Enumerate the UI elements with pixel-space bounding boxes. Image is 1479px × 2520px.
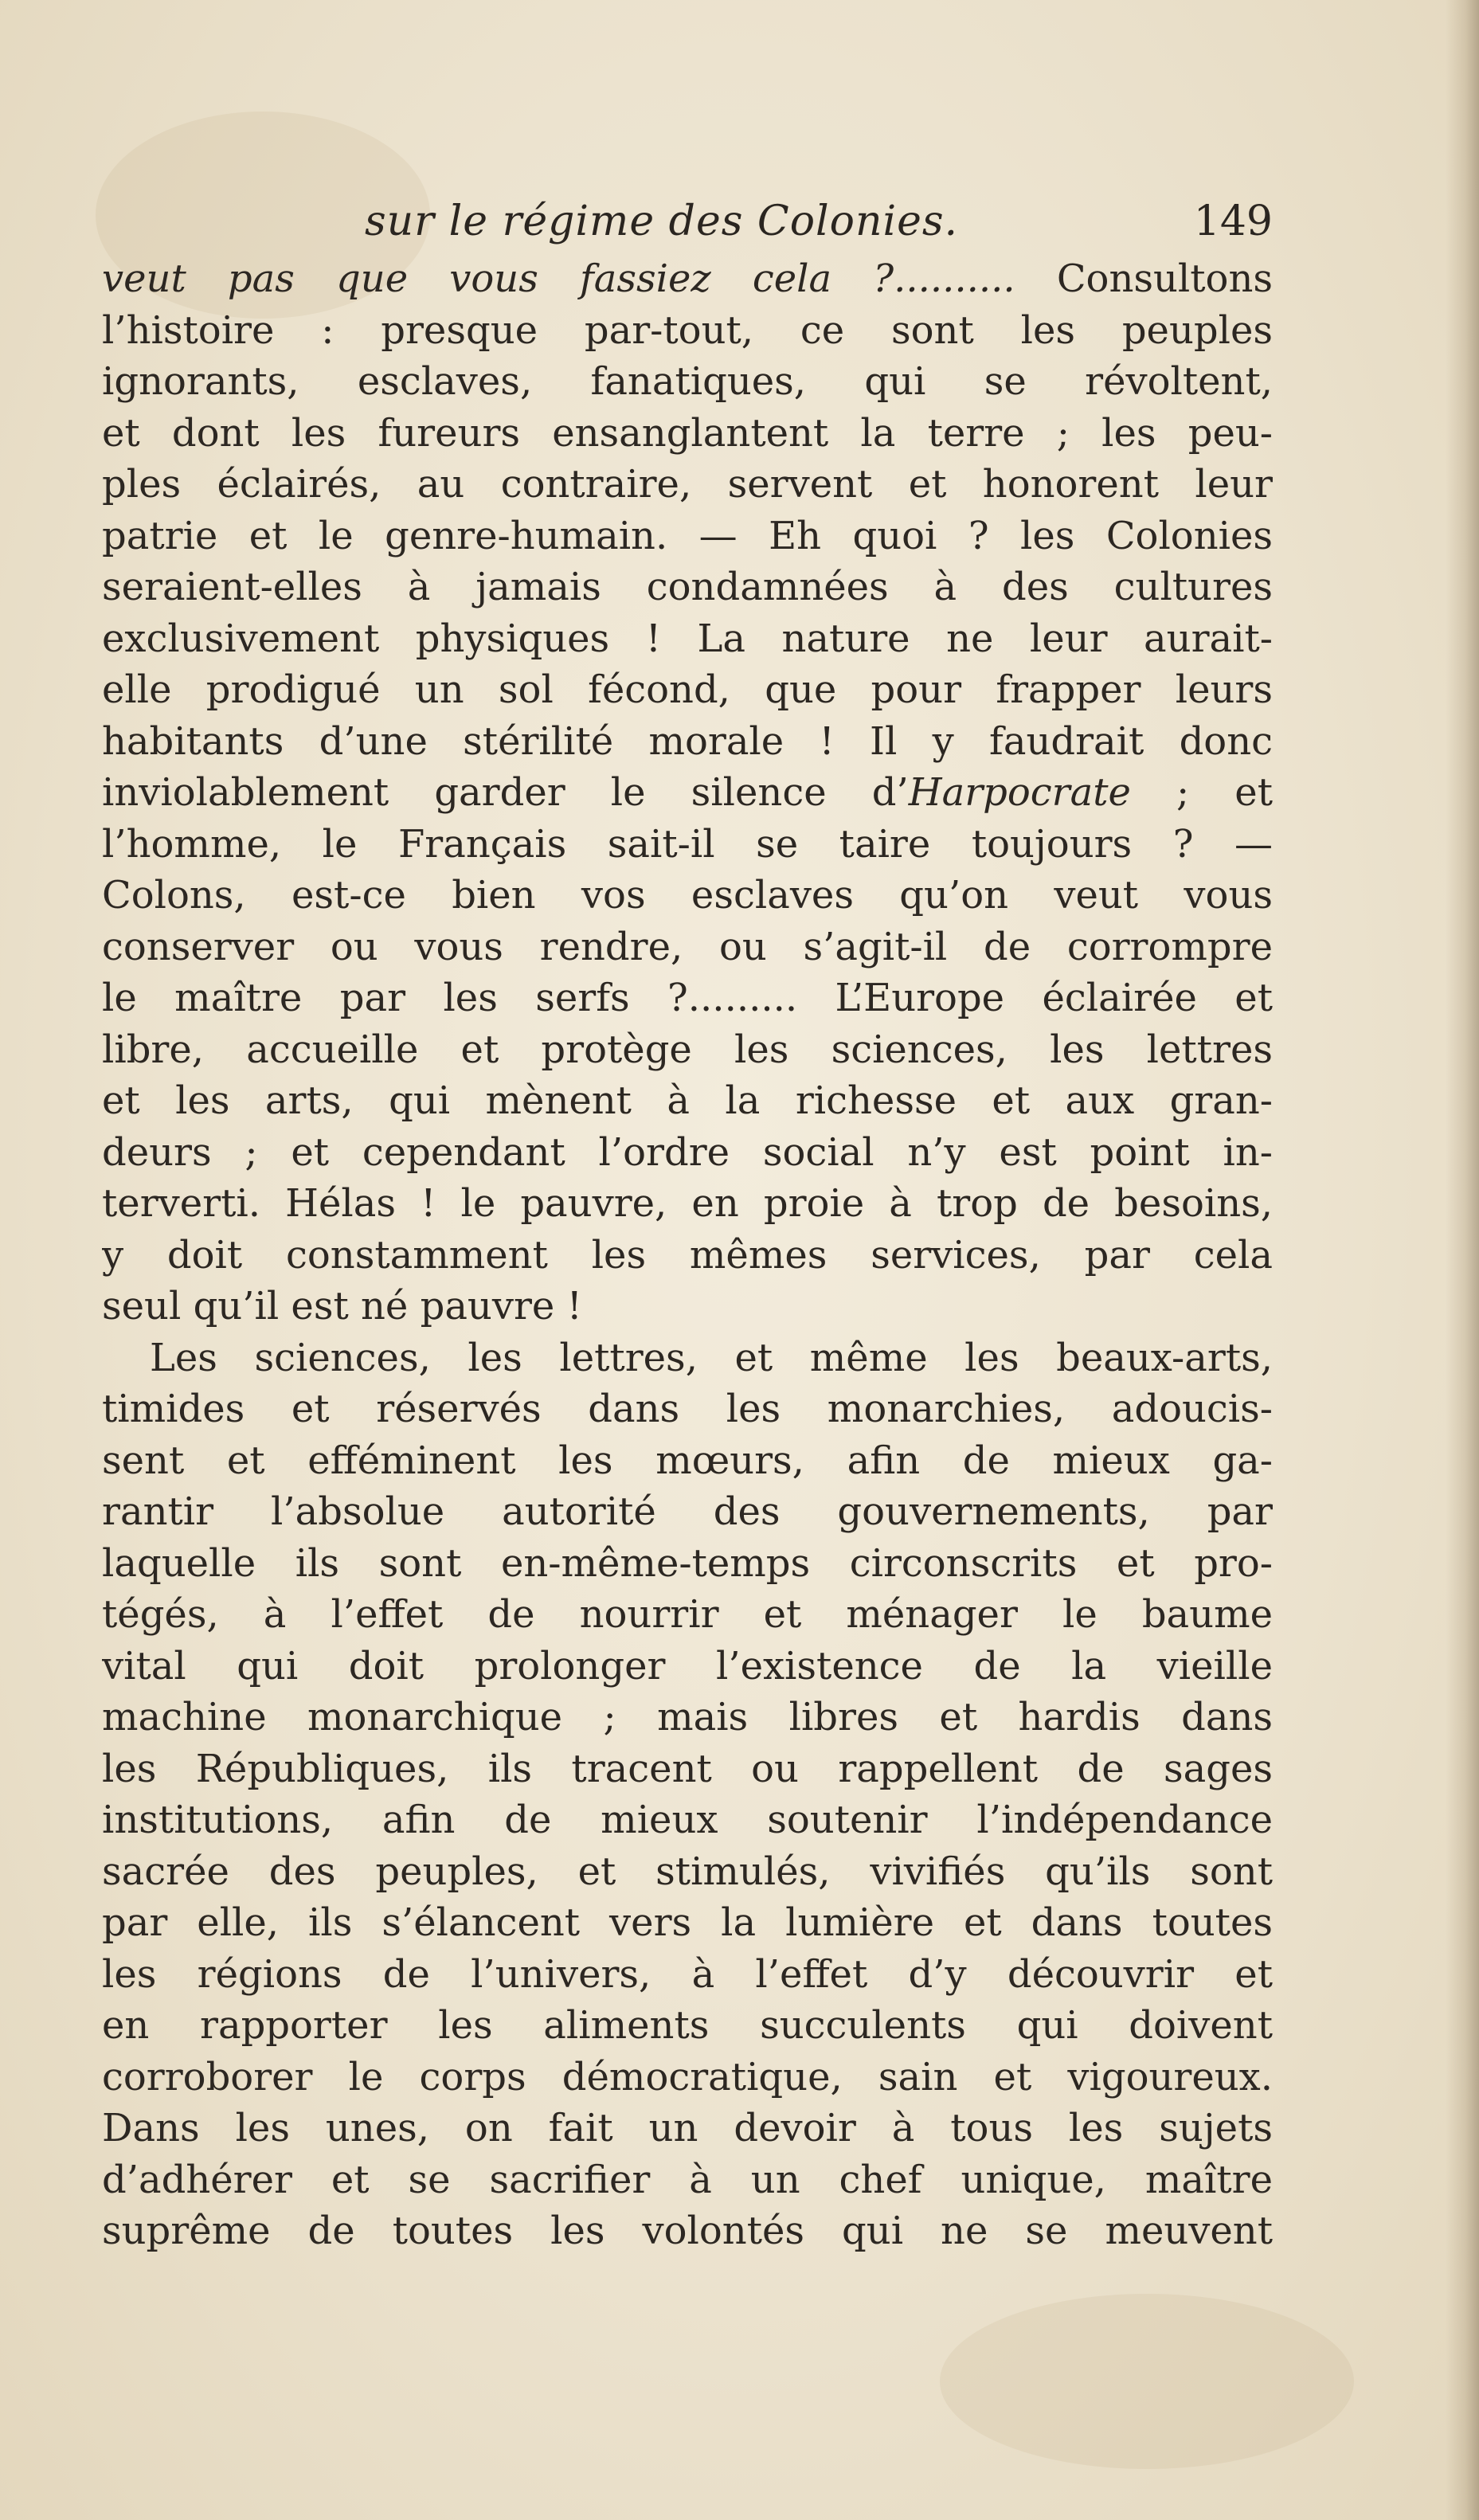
text-line-italic: veut pas que vous fassiez cela ?.......... xyxy=(102,256,1015,301)
text-line: sent et efféminent les mœurs, afin de mieux ga- xyxy=(102,1438,1273,1483)
text-line: laquelle ils sont en-même-temps circonscrits et pro- xyxy=(102,1540,1273,1586)
text-line: timides et réservés dans les monarchies, adoucis- xyxy=(102,1387,1273,1431)
text-line: d’adhérer et se sacrifier à un chef unique, maître xyxy=(102,2157,1273,2202)
text-line-italic: Harpocrate xyxy=(908,770,1131,815)
text-line: l’homme, le Français sait-il se taire toujours ? — xyxy=(102,821,1273,867)
text-line: le maître par les serfs ?......... L’Europe éclairée et xyxy=(102,976,1273,1020)
text-line-rest: ; et xyxy=(1130,770,1273,815)
text-line: seraient-elles à jamais condamnées à des cultures xyxy=(102,565,1273,609)
text-line: Dans les unes, on fait un devoir à tous les sujets xyxy=(102,2106,1273,2150)
text-line xyxy=(102,253,1273,305)
text-line: tégés, à l’effet de nourrir et ménager le baume xyxy=(102,1592,1273,1637)
text-line: exclusivement physiques ! La nature ne leur aurait- xyxy=(102,616,1273,661)
page-header xyxy=(102,198,1273,253)
text-line: ples éclairés, au contraire, servent et honorent leur xyxy=(102,462,1273,507)
text-line: institutions, afin de mieux soutenir l’indépendance xyxy=(102,1798,1273,1842)
text-line: elle prodigué un sol fécond, que pour frapper leurs xyxy=(102,667,1273,712)
text-line: Colons, est-ce bien vos esclaves qu’on veut vous xyxy=(102,873,1273,918)
text-line: l’histoire : presque par-tout, ce sont les peuples xyxy=(102,307,1273,353)
text-line: corroborer le corps démocratique, sain et vigoureux. xyxy=(102,2054,1273,2099)
text-line-rest: Consultons xyxy=(1015,256,1273,301)
text-line: Les sciences, les lettres, et même les beaux-arts, xyxy=(150,1335,1273,1380)
text-line: y doit constamment les mêmes services, par cela xyxy=(102,1232,1273,1278)
text-line xyxy=(102,767,1273,819)
text-line-before: inviolablement garder le silence d’ xyxy=(102,770,909,815)
text-line: suprême de toutes les volontés qui ne se meuvent xyxy=(102,2209,1273,2253)
text-line: par elle, ils s’élancent vers la lumière et dans toutes xyxy=(102,1900,1273,1945)
text-line: les Républiques, ils tracent ou rappellent de sages xyxy=(102,1746,1273,1791)
text-line: conserver ou vous rendre, ou s’agit-il de corrompre xyxy=(102,924,1273,969)
text-line: sacrée des peuples, et stimulés, vivifiés qu’ils sont xyxy=(102,1849,1273,1894)
text-line: les régions de l’univers, à l’effet d’y découvrir et xyxy=(102,1951,1273,1997)
text-line: et les arts, qui mènent à la richesse et aux gran- xyxy=(102,1078,1273,1123)
text-line: rantir l’absolue autorité des gouvernements, par xyxy=(102,1489,1273,1534)
page-edge-shadow xyxy=(1446,0,1479,2520)
text-line: deurs ; et cependant l’ordre social n’y est point in- xyxy=(102,1129,1273,1175)
text-line: en rapporter les aliments succulents qui doivent xyxy=(102,2003,1273,2048)
running-head: sur le régime des Colonies. xyxy=(365,198,959,245)
text-line: libre, accueille et protège les sciences, les lettres xyxy=(102,1027,1273,1072)
page-number: 149 xyxy=(1193,198,1273,245)
text-line: patrie et le genre-humain. — Eh quoi ? les Colonies xyxy=(102,513,1273,558)
text-line: habitants d’une stérilité morale ! Il y faudrait donc xyxy=(102,718,1273,764)
text-line: seul qu’il est né pauvre ! xyxy=(102,1284,582,1328)
paper-stain xyxy=(940,2294,1354,2469)
text-line: et dont les fureurs ensanglantent la terre ; les peu- xyxy=(102,410,1273,456)
text-line: terverti. Hélas ! le pauvre, en proie à trop de besoins, xyxy=(102,1181,1273,1226)
body-text xyxy=(102,253,1273,2257)
text-line: vital qui doit prolonger l’existence de la vieille xyxy=(102,1643,1273,1688)
text-line: machine monarchique ; mais libres et hardis dans xyxy=(102,1695,1273,1739)
text-line: ignorants, esclaves, fanatiques, qui se révoltent, xyxy=(102,359,1273,404)
